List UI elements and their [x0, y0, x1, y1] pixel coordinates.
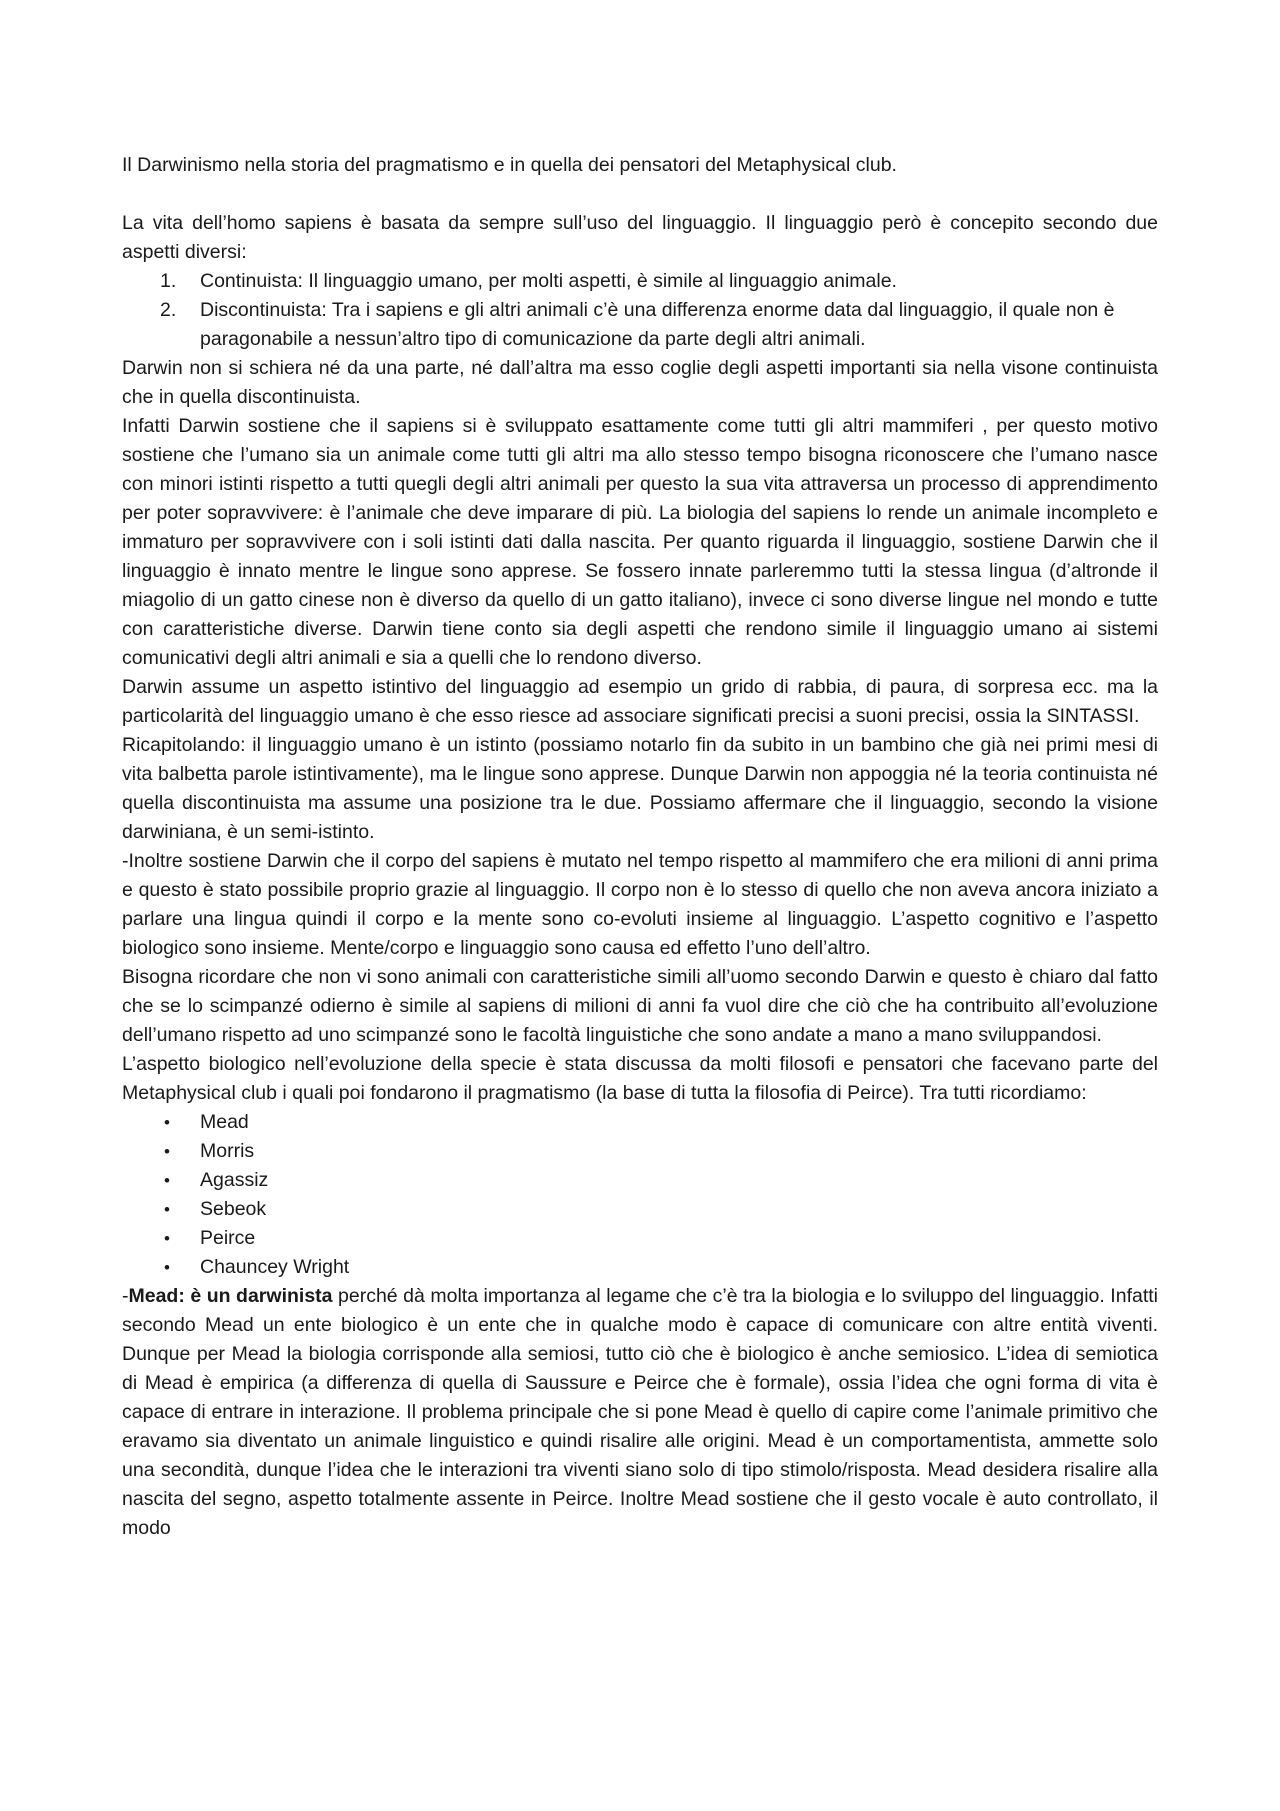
list-item-text: Continuista: Il linguaggio umano, per molti aspetti, è simile al linguaggio animale. [200, 270, 897, 292]
mead-prefix: - [122, 1285, 129, 1307]
list-item [122, 1195, 1158, 1224]
body-paragraph: -Inoltre sostiene Darwin che il corpo del sapiens è mutato nel tempo rispetto al mammifero che era milioni di anni prima e questo è stato possibile proprio grazie al linguaggio. Il corpo non è lo stesso di quello che non aveva ancora iniziato a parlare una lingua quindi il corpo e la mente sono co-evoluti insieme al linguaggio. L’aspetto cognitivo e l’aspetto biologico sono insieme. Mente/corpo e linguaggio sono causa ed effetto l’uno dell’altro. [122, 850, 1158, 959]
list-item-text: Discontinuista: Tra i sapiens e gli altri animali c’è una differenza enorme data dal linguaggio, il quale non è paragonabile a nessun’altro tipo di comunicazione da parte degli altri animali. [200, 299, 1115, 350]
mead-text: perché dà molta importanza al legame che c’è tra la biologia e lo sviluppo del linguaggio. Infatti secondo Mead un ente biologico è un ente che in qualche modo è capace di comunicare con altre entità viventi. Dunque per Mead la biologia corrisponde alla semiosi, tutto ciò che è biologico è anche semiosico. L’idea di semiotica di Mead è empirica (a differenza di quella di Saussure e Peirce che è formale), ossia l’idea che ogni forma di vita è capace di entrare in interazione. Il problema principale che si pone Mead è quello di capire come l’animale primitivo che eravamo sia diventato un animale linguistico e quindi risalire alle origini. Mead è un comportamentista, ammette solo una secondità, dunque l’idea che le interazioni tra viventi siano solo di tipo stimolo/risposta. Mead desidera risalire alla nascita del segno, aspetto totalmente assente in Peirce. Inoltre Mead sostiene che il gesto vocale è auto controllato, il modo [122, 1285, 1159, 1539]
list-item [122, 1224, 1158, 1253]
list-number: 1. [160, 270, 177, 292]
list-item-text: Agassiz [200, 1169, 269, 1191]
bullet-icon: • [164, 1142, 170, 1161]
mead-paragraph [122, 1282, 1158, 1543]
mead-bold-heading: Mead: è un darwinista [128, 1285, 333, 1307]
list-item-text: Sebeok [200, 1198, 267, 1220]
body-paragraph: L’aspetto biologico nell’evoluzione della specie è stata discussa da molti filosofi e pensatori che facevano parte del Metaphysical club i quali poi fondarono il pragmatismo (la base di tutta la filosofia di Peirce). Tra tutti ricordiamo: [122, 1053, 1158, 1104]
body-paragraph: Ricapitolando: il linguaggio umano è un istinto (possiamo notarlo fin da subito in un bambino che già nei primi mesi di vita balbetta parole istintivamente), ma le lingue sono apprese. Dunque Darwin non appoggia né la teoria continuista né quella discontinuista ma assume una posizione tra le due. Possiamo affermare che il linguaggio, secondo la visione darwiniana, è un semi-istinto. [122, 734, 1158, 843]
list-item [122, 1253, 1158, 1282]
list-item-text: Mead [200, 1111, 249, 1133]
bullet-icon: • [164, 1258, 170, 1277]
bullet-icon: • [164, 1200, 170, 1219]
list-number: 2. [160, 299, 177, 321]
document-page [122, 151, 1158, 1543]
list-item [122, 267, 1158, 296]
blank-line [122, 180, 1158, 209]
bullet-icon: • [164, 1113, 170, 1132]
list-item [122, 1137, 1158, 1166]
document-title: Il Darwinismo nella storia del pragmatismo e in quella dei pensatori del Metaphysical club. [122, 154, 897, 176]
body-paragraph: Infatti Darwin sostiene che il sapiens si è sviluppato esattamente come tutti gli altri mammiferi , per questo motivo sostiene che l’umano sia un animale come tutti gli altri ma allo stesso tempo bisogna riconoscere che l’umano nasce con minori istinti rispetto a tutti quegli degli altri animali per questo la sua vita attraversa un processo di apprendimento per poter sopravvivere: è l’animale che deve imparare di più. La biologia del sapiens lo rende un animale incompleto e immaturo per sopravvivere con i soli istinti dati dalla nascita. Per quanto riguarda il linguaggio, sostiene Darwin che il linguaggio è innato mentre le lingue sono apprese. Se fossero innate parleremmo tutti la stessa lingua (d’altronde il miagolio di un gatto cinese non è diverso da quello di un gatto italiano), invece ci sono diverse lingue nel mondo e tutte con caratteristiche diverse. Darwin tiene conto sia degli aspetti che rendono simile il linguaggio umano ai sistemi comunicativi degli altri animali e sia a quelli che lo rendono diverso. [122, 415, 1158, 669]
intro-paragraph: La vita dell’homo sapiens è basata da sempre sull’uso del linguaggio. Il linguaggio però è concepito secondo due aspetti diversi: [122, 212, 1158, 263]
body-paragraph: Bisogna ricordare che non vi sono animali con caratteristiche simili all’uomo secondo Darwin e questo è chiaro dal fatto che se lo scimpanzé odierno è simile al sapiens di milioni di anni fa vuol dire che ciò che ha contribuito all’evoluzione dell’umano rispetto ad uno scimpanzé sono le facoltà linguistiche che sono andate a mano a mano sviluppandosi. [122, 966, 1158, 1046]
body-paragraph: Darwin non si schiera né da una parte, né dall’altra ma esso coglie degli aspetti importanti sia nella visone continuista che in quella discontinuista. [122, 357, 1158, 408]
list-item-text: Morris [200, 1140, 255, 1162]
list-item-text: Chauncey Wright [200, 1256, 350, 1278]
list-item-text: Peirce [200, 1227, 256, 1249]
bullet-icon: • [164, 1171, 170, 1190]
bullet-icon: • [164, 1229, 170, 1248]
body-paragraph: Darwin assume un aspetto istintivo del linguaggio ad esempio un grido di rabbia, di paura, di sorpresa ecc. ma la particolarità del linguaggio umano è che esso riesce ad associare significati precisi a suoni precisi, ossia la SINTASSI. [122, 676, 1158, 727]
bullet-list [122, 1108, 1158, 1282]
list-item [122, 296, 1158, 354]
numbered-list [122, 267, 1158, 354]
list-item [122, 1166, 1158, 1195]
list-item [122, 1108, 1158, 1137]
